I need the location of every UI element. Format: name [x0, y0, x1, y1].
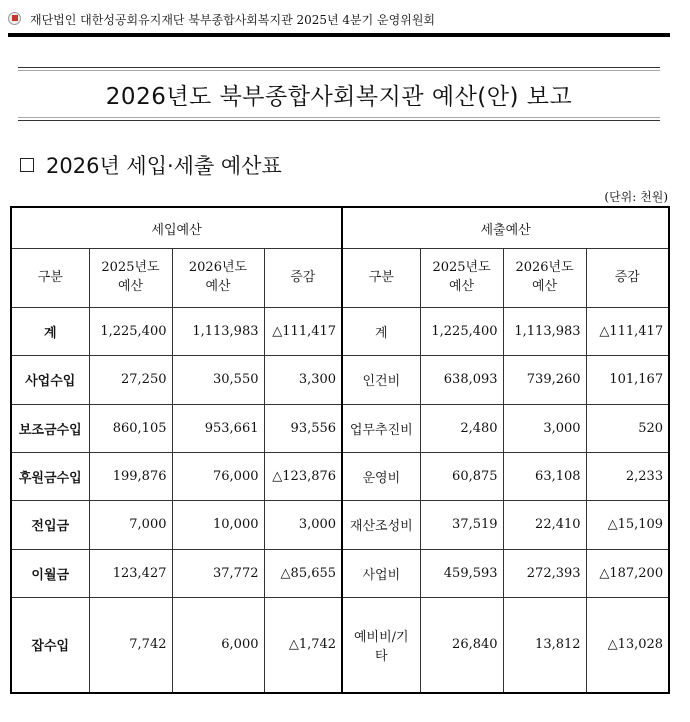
- expense-prev: 638,093: [420, 356, 503, 404]
- col-diff: 증감: [264, 249, 342, 308]
- income-next: 10,000: [172, 501, 264, 549]
- expense-next: 22,410: [503, 501, 586, 549]
- checkbox-icon: [20, 158, 34, 172]
- expense-label: 운영비: [342, 452, 420, 500]
- income-label: 전입금: [11, 501, 89, 549]
- expense-next: 63,108: [503, 452, 586, 500]
- income-label: 보조금수입: [11, 404, 89, 452]
- income-diff: 3,300: [264, 356, 342, 404]
- income-diff: △123,876: [264, 452, 342, 500]
- document-title: 2026년도 북부종합사회복지관 예산(안) 보고: [105, 83, 573, 110]
- header-divider: [8, 33, 670, 37]
- expense-label: 계: [342, 308, 420, 356]
- col-prev: 2025년도 예산: [89, 249, 172, 308]
- income-prev: 1,225,400: [89, 308, 172, 356]
- expense-prev: 459,593: [420, 549, 503, 597]
- income-prev: 7,000: [89, 501, 172, 549]
- col-next: 2026년도 예산: [503, 249, 586, 308]
- column-header-row: [11, 249, 669, 308]
- expense-diff: △111,417: [586, 308, 669, 356]
- expense-label: 업무추진비: [342, 404, 420, 452]
- expense-prev: 1,225,400: [420, 308, 503, 356]
- header-text: 재단법인 대한성공회유지재단 북부종합사회복지관 2025년 4분기 운영위원회: [30, 12, 436, 27]
- expense-next: 272,393: [503, 549, 586, 597]
- table-row: [11, 404, 669, 452]
- expense-diff: △13,028: [586, 597, 669, 693]
- expense-prev: 26,840: [420, 597, 503, 693]
- section-title: 2026년 세입·세출 예산표: [46, 154, 282, 178]
- expense-diff: 520: [586, 404, 669, 452]
- document-header: [8, 6, 668, 32]
- col-category: 구분: [11, 249, 89, 308]
- expense-next: 739,260: [503, 356, 586, 404]
- expense-label: 사업비: [342, 549, 420, 597]
- expense-prev: 37,519: [420, 501, 503, 549]
- expense-next: 3,000: [503, 404, 586, 452]
- income-prev: 860,105: [89, 404, 172, 452]
- budget-table: [10, 206, 670, 694]
- expense-label: 예비비/기타: [342, 597, 420, 693]
- expense-diff: △187,200: [586, 549, 669, 597]
- foundation-logo-icon: [8, 11, 24, 27]
- income-label: 이월금: [11, 549, 89, 597]
- income-prev: 7,742: [89, 597, 172, 693]
- col-category: 구분: [342, 249, 420, 308]
- unit-label: (단위: 천원): [604, 190, 668, 204]
- expense-next: 13,812: [503, 597, 586, 693]
- income-label: 잡수입: [11, 597, 89, 693]
- expense-diff: 2,233: [586, 452, 669, 500]
- table-row: [11, 501, 669, 549]
- expense-label: 재산조성비: [342, 501, 420, 549]
- expense-label: 인건비: [342, 356, 420, 404]
- income-next: 37,772: [172, 549, 264, 597]
- table-row: [11, 597, 669, 693]
- income-diff: △1,742: [264, 597, 342, 693]
- income-prev: 27,250: [89, 356, 172, 404]
- income-next: 953,661: [172, 404, 264, 452]
- income-header: 세입예산: [11, 207, 342, 249]
- income-diff: 93,556: [264, 404, 342, 452]
- expense-prev: 60,875: [420, 452, 503, 500]
- income-next: 6,000: [172, 597, 264, 693]
- expense-next: 1,113,983: [503, 308, 586, 356]
- income-label: 사업수입: [11, 356, 89, 404]
- income-diff: △111,417: [264, 308, 342, 356]
- expense-header: 세출예산: [342, 207, 669, 249]
- income-prev: 199,876: [89, 452, 172, 500]
- income-label: 계: [11, 308, 89, 356]
- section-heading: [20, 150, 282, 180]
- income-next: 76,000: [172, 452, 264, 500]
- col-diff: 증감: [586, 249, 669, 308]
- col-next: 2026년도 예산: [172, 249, 264, 308]
- table-row: [11, 356, 669, 404]
- title-box: [18, 67, 660, 121]
- income-diff: 3,000: [264, 501, 342, 549]
- expense-diff: 101,167: [586, 356, 669, 404]
- expense-diff: △15,109: [586, 501, 669, 549]
- income-label: 후원금수입: [11, 452, 89, 500]
- col-prev: 2025년도 예산: [420, 249, 503, 308]
- table-row: [11, 452, 669, 500]
- income-next: 1,113,983: [172, 308, 264, 356]
- expense-prev: 2,480: [420, 404, 503, 452]
- income-next: 30,550: [172, 356, 264, 404]
- table-row: [11, 308, 669, 356]
- income-prev: 123,427: [89, 549, 172, 597]
- income-diff: △85,655: [264, 549, 342, 597]
- table-row: [11, 549, 669, 597]
